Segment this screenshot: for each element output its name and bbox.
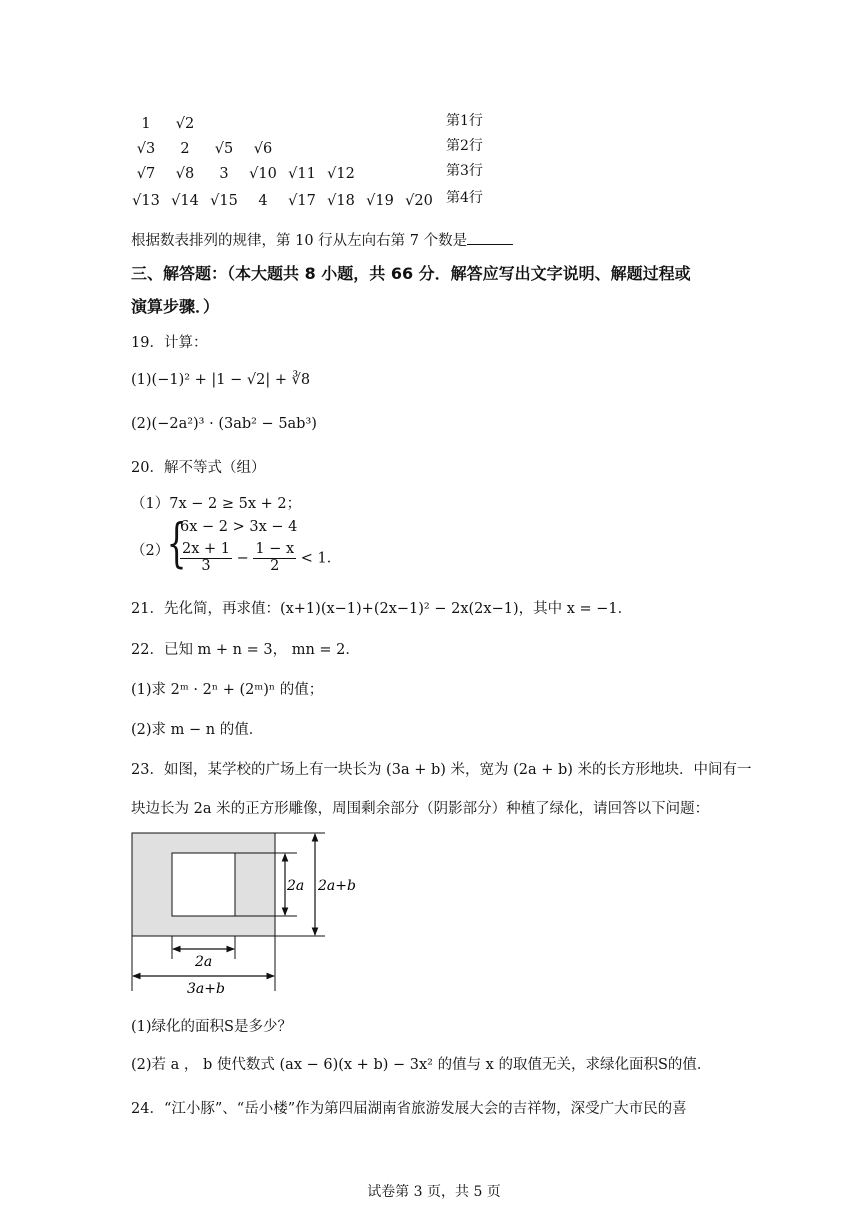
fraction-1: $\frac{2x + 1}{3}$ [182,541,230,574]
table-cell: √7 [136,166,156,182]
table-cell: √10 [249,166,277,182]
table-question: 根据数表排列的规律，第 10 行从左向右第 7 个数是 [131,229,513,250]
label-width: 2a+b [318,878,356,894]
q20-system-line2: $\frac{2x + 1}{3}$ − $\frac{1 - x}{2}$ < 1． [182,541,342,574]
section-heading-line1: 三、解答题：（本大题共 8 小题，共 66 分．解答应写出文字说明、解题过程或 [131,264,691,283]
table-cell: √11 [288,166,316,182]
table-cell: √3 [136,141,156,157]
table-cell: √5 [214,141,234,157]
table-cell: √2 [175,116,195,132]
statue-square [172,853,235,916]
table-cell: 1 [141,116,151,132]
table-cell: √8 [175,166,195,182]
q23-part2: (2)若 a ， b 使代数式 (ax − 6)(x + b) − 3x² 的值与 x 的取值无关，求绿化面积S的值． [131,1057,712,1073]
row-label: 第3行 [446,163,483,179]
table-cell: √19 [366,193,394,209]
q19-title: 19．计算： [131,335,208,351]
q24-text: 24．“江小豚”、“岳小楼”作为第四届湖南省旅游发展大会的吉祥物，深受广大市民的喜 [131,1101,687,1117]
section-heading-line2: 演算步骤．） [131,297,220,316]
q23-part1: (1)绿化的面积S是多少？ [131,1019,292,1035]
fraction-2: $\frac{1 - x}{2}$ [255,541,295,574]
table-cell: √14 [171,193,199,209]
q23-line1: 23．如图，某学校的广场上有一块长为 (3a + b) 米，宽为 (2a + b) 米的长方形地块．中间有一 [131,762,752,778]
table-cell: √15 [210,193,238,209]
inner-white-strip [235,853,275,916]
table-cell: √13 [132,193,160,209]
row-label: 第1行 [446,113,483,129]
table-cell: √20 [405,193,433,209]
q22-part2: (2)求 m − n 的值． [131,722,264,738]
label-length: 3a+b [187,981,225,996]
answer-blank [467,232,513,245]
table-cell: √6 [253,141,273,157]
table-cell: 3 [219,166,229,182]
q20-title: 20．解不等式（组） [131,460,266,476]
q20-part2-label: （2） [131,543,170,559]
q19-part1: (1)(−1)² + |1 − √2| + ∛8 [131,372,311,388]
table-cell: √17 [288,193,316,209]
row-label: 第4行 [446,190,483,206]
q22-part1: (1)求 2ᵐ · 2ⁿ + (2ᵐ)ⁿ 的值； [131,682,324,698]
label-2a-right: 2a [287,878,305,894]
row-label: 第2行 [446,138,483,154]
table-cell: 2 [180,141,190,157]
q22-title: 22．已知 m + n = 3， mn = 2． [131,642,360,658]
garden-figure [125,826,370,996]
q21-text: 21．先化简，再求值：(x+1)(x−1)+(2x−1)² − 2x(2x−1)，其中 x = −1． [131,601,633,617]
table-cell: 4 [258,193,268,209]
system-brace: { [166,514,187,574]
q20-part1: （1）7x − 2 ≥ 5x + 2； [131,496,302,512]
q20-system-line1: 6x − 2 > 3x − 4 [180,519,298,535]
page-footer: 试卷第 3 页，共 5 页 [367,1184,501,1200]
label-2a-bottom: 2a [195,954,213,970]
table-cell: √12 [327,166,355,182]
q19-part2: (2)(−2a²)³ · (3ab² − 5ab³) [131,416,317,432]
table-cell: √18 [327,193,355,209]
q23-line2: 块边长为 2a 米的正方形雕像，周围剩余部分（阴影部分）种植了绿化，请回答以下问题： [131,801,710,817]
